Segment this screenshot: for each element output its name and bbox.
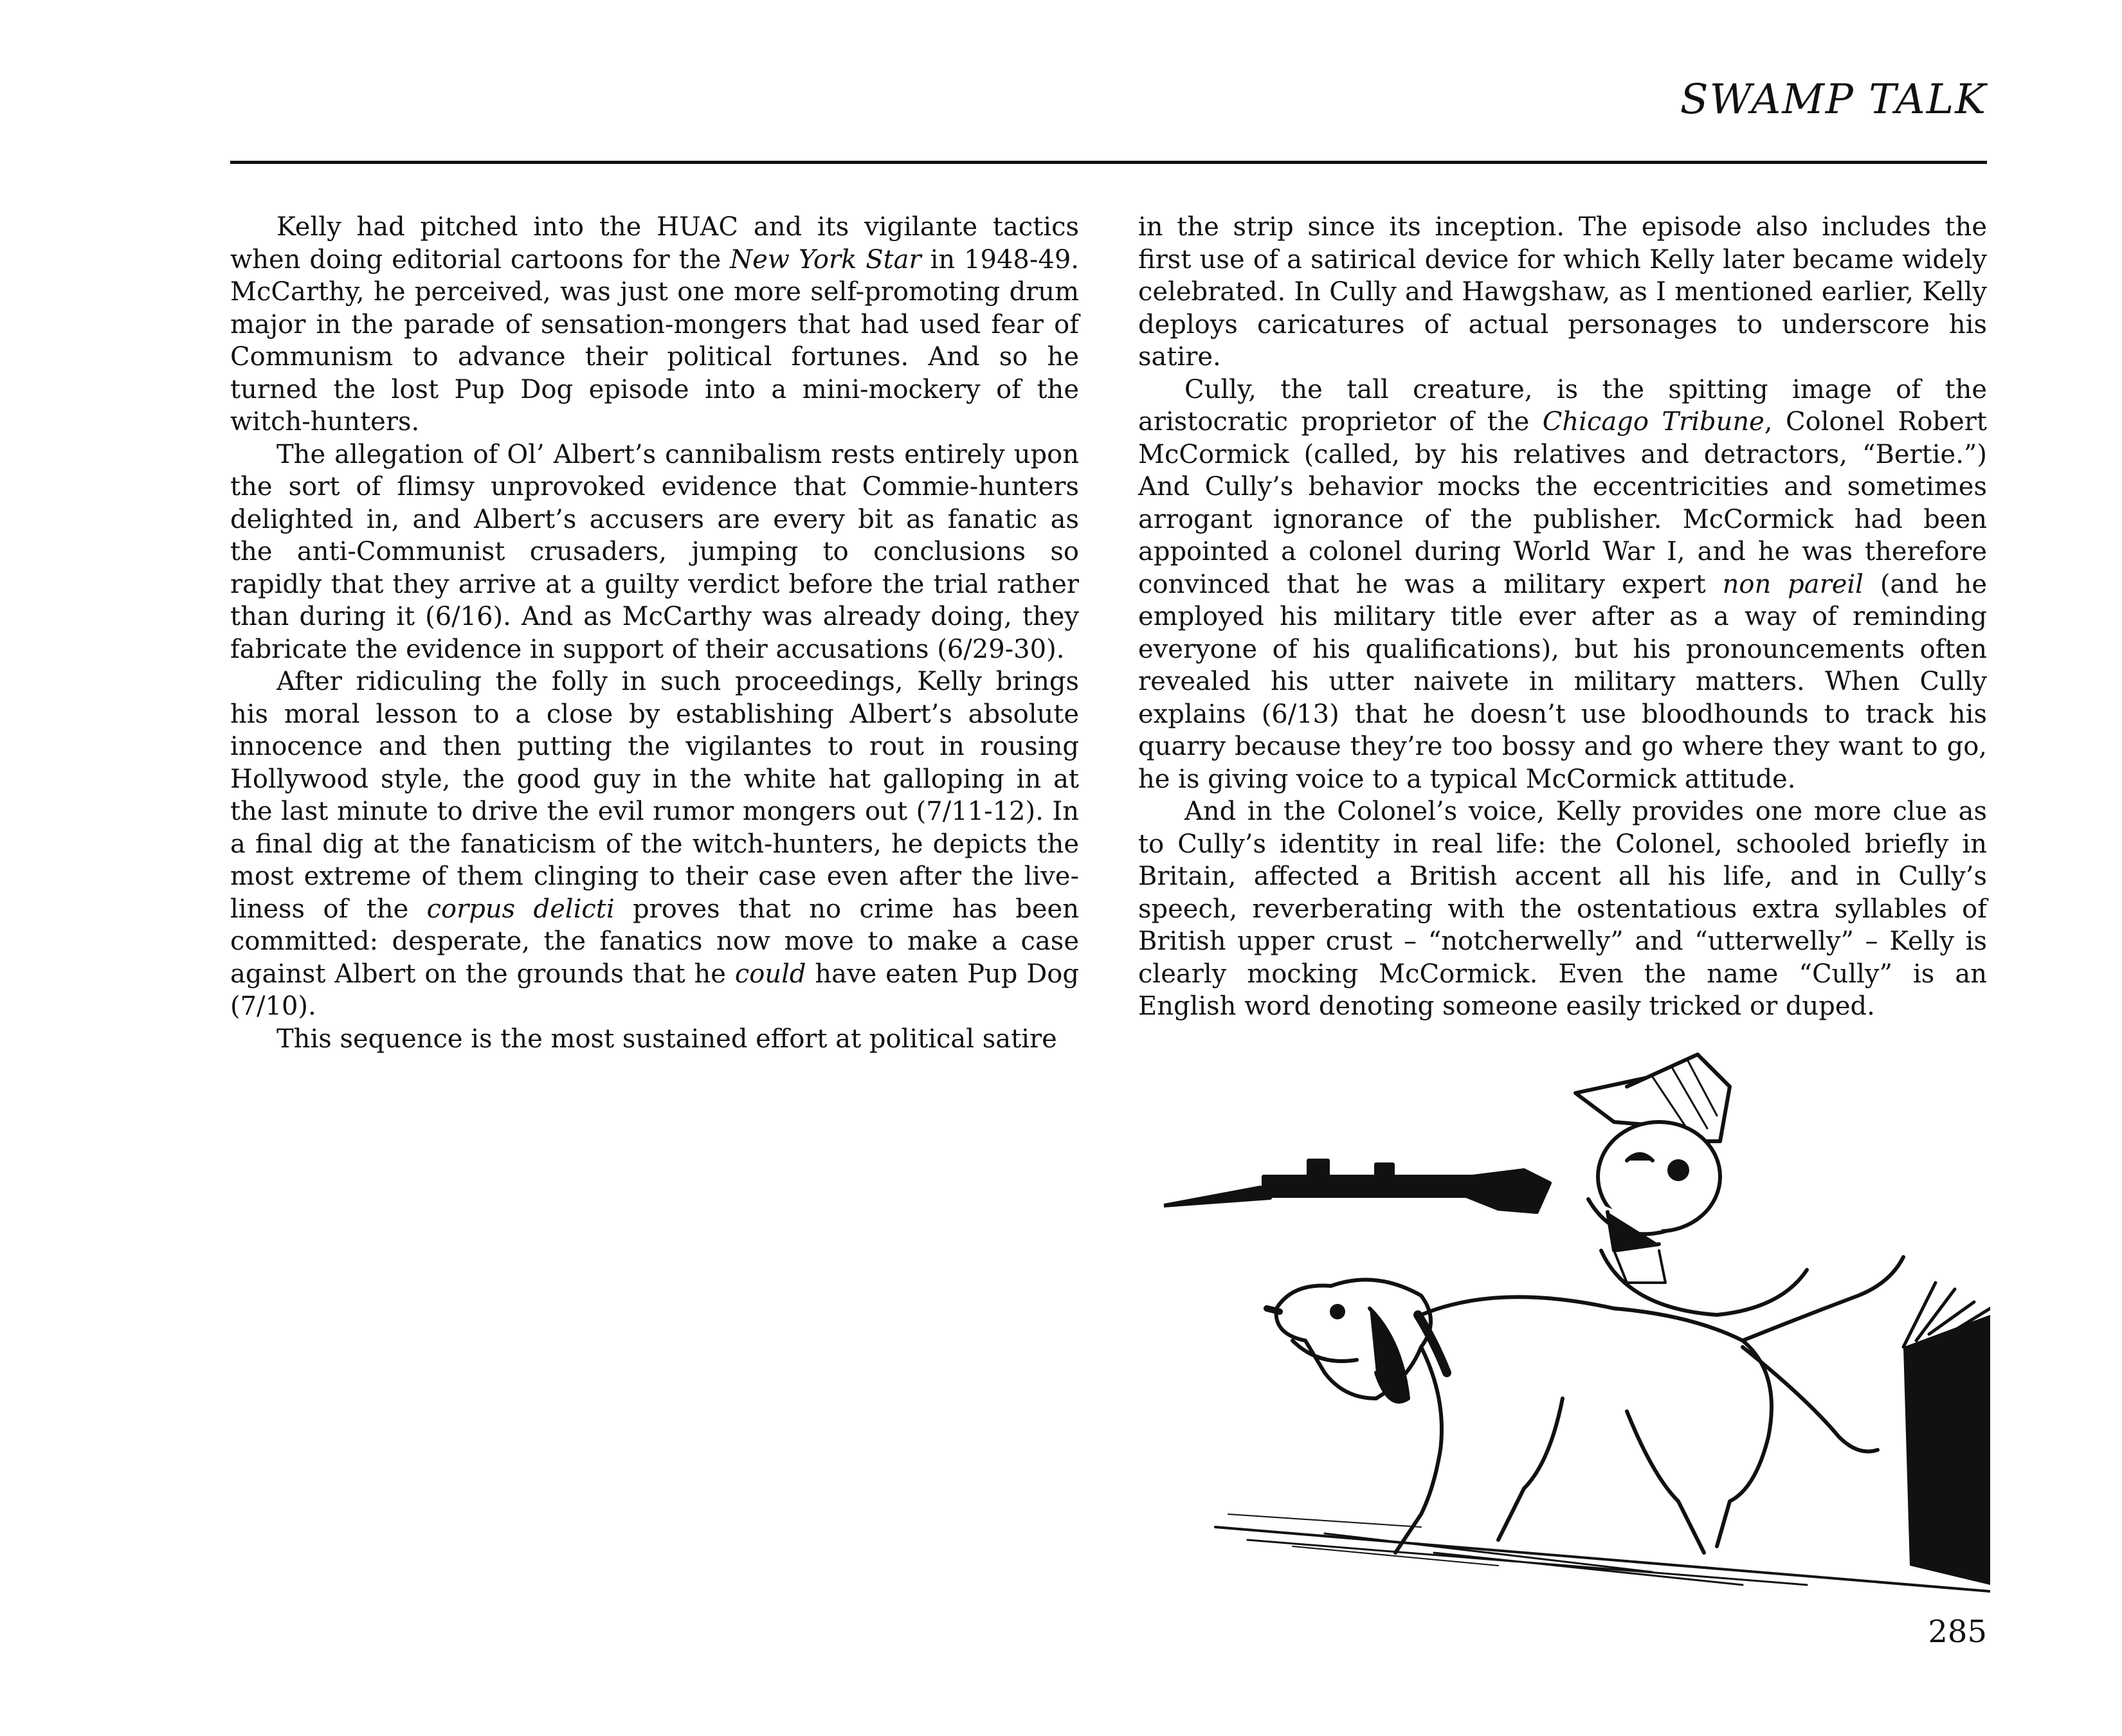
text-run: Cully, the tall creature, is the spitting image of the aristocratic proprietor of the <box>1138 374 1987 437</box>
text-run: (and he employed his military title ever after as a way of reminding everyone of his qualifications), but his pronouncements often revealed his utter naivete in military matters. When Cully explains (6/13) that he doesn’t use bloodhounds to track his quarry because they’re too bossy and go where they want to go, he is giving voice to a typical McCormick attitude. <box>1138 569 1988 794</box>
italic-text: corpus delicti <box>426 894 615 924</box>
italic-text: New York Star <box>730 244 921 275</box>
page-number: 285 <box>1928 1614 1987 1650</box>
text-run: Kelly had pitched into the HUAC and its vigilante tactics when doing editorial cartoons for the <box>230 212 1079 275</box>
paragraph: The allegation of Ol’ Albert’s cannibalism rests entirely upon the sort of flimsy unprovoked evidence that Commie-hunters delighted in, and Albert’s accusers are every bit as fanatic as the anti-Communist crusaders, jumping to conclusions so rapidly that they arrive at a guilty verdict before the trial rather than during it (6/16). And as McCarthy was already doing, they fabricate the evidence in support of their accusations (6/29-30). <box>230 439 1079 664</box>
text-run: in 1948-49. McCarthy, he perceived, was just one more self-promoting drum major in the parade of sensation-mongers that had used fear of Communism to advance their political fortunes. And so he turned the lost Pup Dog episode into a mini-mockery of the witch-hunters. <box>230 244 1079 437</box>
left-column <box>230 211 1079 1055</box>
italic-text: non pareil <box>1722 569 1864 599</box>
paragraph <box>230 665 1079 1023</box>
paragraph <box>230 211 1079 439</box>
paragraph: This sequence is the most sustained effort at political satire <box>277 1024 1057 1054</box>
paragraph <box>1138 374 1987 796</box>
text-run: proves that no crime has been committed: desperate, the fanatics now move to make a case against Albert on the grounds that he <box>230 894 1079 989</box>
header-rule <box>230 161 1987 164</box>
paragraph: And in the Colonel’s voice, Kelly provides one more clue as to Cully’s identity in real life: the Colonel, schooled briefly in Britain, affected a British accent all his life, and in Cully’s speech, reverberating with the ostentatious extra syllables of British upper crust – “notcherwelly” and “utterwelly” – Kelly is clearly mocking McCormick. Even the name “Cully” is an English word denoting someone easily tricked or duped. <box>1138 797 1987 1021</box>
paragraph: in the strip since its inception. The episode also includes the first use of a satirical device for which Kelly later became widely celebrated. In Cully and Hawgshaw, as I mentioned earlier, Kelly deploys caricatures of actual personages to underscore his satire. <box>1138 212 1987 372</box>
text-run: , Colonel Robert McCormick (called, by his relatives and detractors, “Bertie.”) And Cully’s behavior mocks the eccentricities and sometimes arrogant ignorance of the publisher. McCormick had been appointed a colonel during World War I, and he was therefore convinced that he was a military expert <box>1138 407 1987 599</box>
text-run: have eaten Pup Dog (7/10). <box>230 959 1079 1021</box>
running-head: SWAMP TALK <box>1680 76 1987 123</box>
text-run: After ridiculing the folly in such proceedings, Kelly brings his moral lesson to a close by establishing Albert’s absolute innocence and then putting the vigilantes to rout in rousing Hollywood style, the good guy in the white hat galloping in at the last minute to drive the evil rumor mongers out (7/11-12). In a final dig at the fanaticism of the witch-hunters, he depicts the most extreme of them clinging to their case even after the live-liness of the <box>230 667 1079 924</box>
right-column <box>1138 211 1987 1023</box>
pogo-cartoon-illustration <box>1164 1038 1990 1598</box>
italic-text: could <box>734 959 806 989</box>
italic-text: Chicago Tribune <box>1542 407 1764 437</box>
